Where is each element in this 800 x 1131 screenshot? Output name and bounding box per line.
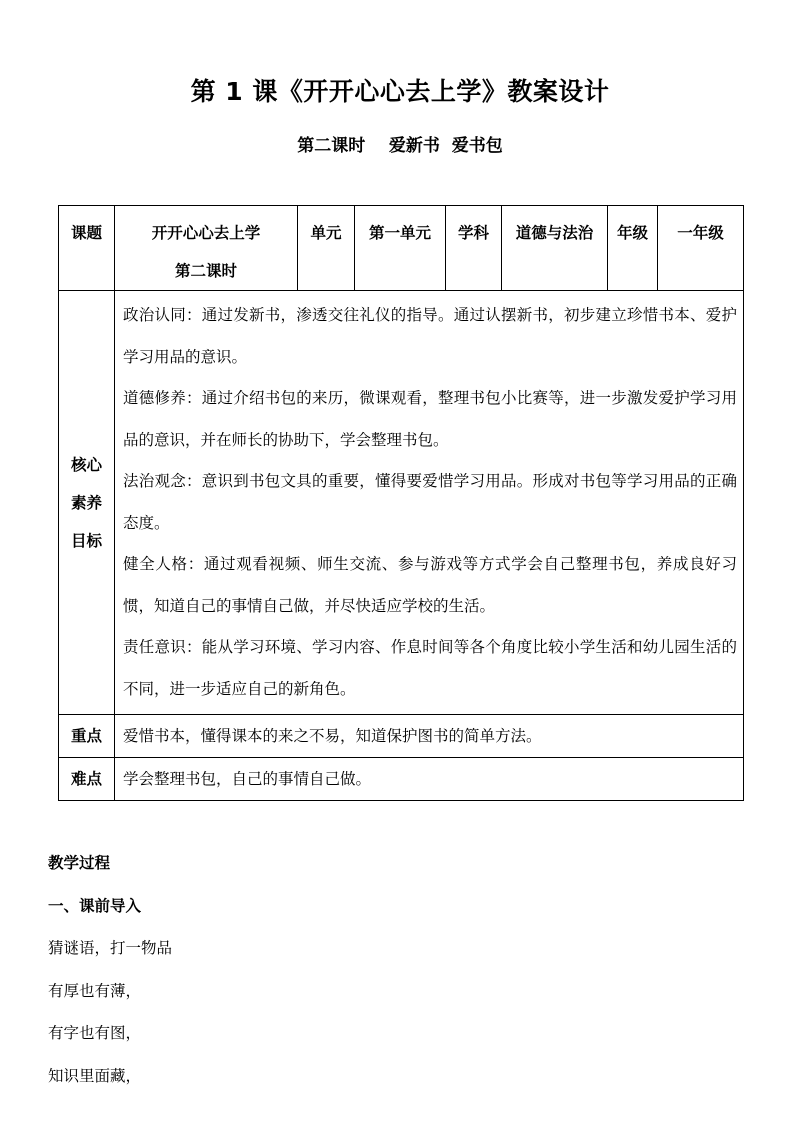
topic-label: 课题	[70, 224, 102, 242]
key-point-text: 爱惜书本，懂得课本的来之不易，知道保护图书的简单方法。	[123, 727, 542, 745]
unit-value: 第一单元	[368, 224, 431, 242]
topic-value-cell	[115, 206, 298, 291]
difficulty-label: 难点	[70, 770, 102, 788]
goals-row	[59, 291, 744, 715]
unit-value-cell	[355, 206, 446, 291]
unit-label: 单元	[310, 224, 342, 242]
topic-label-cell	[59, 206, 115, 291]
topic-value-line2: 第二课时	[174, 262, 237, 280]
process-line: 知识里面藏，	[48, 1066, 142, 1085]
unit-label-cell	[298, 206, 355, 291]
goals-label-line: 素养	[70, 493, 102, 512]
grade-label-cell	[608, 206, 658, 291]
goal-item-rule-of-law: 法治观念：意识到书包文具的重要，懂得要爱惜学习用品。形成对书包等学习用品的正确态度。	[123, 472, 737, 532]
difficulty-text: 学会整理书包，自己的事情自己做。	[123, 770, 372, 788]
subject-value: 道德与法治	[515, 224, 594, 242]
goal-item-political-identity: 政治认同：通过发新书，渗透交往礼仪的指导。通过认摆新书，初步建立珍惜书本、爱护学习用品的意识。	[123, 306, 737, 366]
key-point-label-cell	[59, 715, 115, 758]
grade-label: 年级	[616, 224, 648, 242]
document-title: 第 1 课《开开心心去上学》教案设计	[190, 77, 610, 106]
difficulty-row	[59, 758, 744, 801]
key-point-label: 重点	[70, 727, 102, 745]
grade-value-cell	[658, 206, 744, 291]
subject-label: 学科	[457, 224, 489, 242]
key-point-text-cell	[115, 715, 744, 758]
subject-value-cell	[502, 206, 608, 291]
topic-value-line1: 开开心心去上学	[151, 224, 261, 242]
difficulty-label-cell	[59, 758, 115, 801]
goal-item-responsibility: 责任意识：能从学习环境、学习内容、作息时间等各个角度比较小学生活和幼儿园生活的不同，进一步适应自己的新角色。	[123, 638, 737, 698]
grade-value: 一年级	[677, 224, 724, 242]
table-header-row	[59, 206, 744, 291]
goal-item-sound-personality: 健全人格：通过观看视频、师生交流、参与游戏等方式学会自己整理书包，养成良好习惯，知道自己的事情自己做，并尽快适应学校的生活。	[123, 555, 737, 615]
process-heading: 教学过程	[48, 854, 111, 872]
goals-label-cell	[59, 291, 115, 715]
document-subtitle: 第二课时 爱新书 爱书包	[297, 136, 503, 156]
goals-content-cell	[115, 291, 744, 715]
teaching-process-section	[48, 842, 172, 1097]
key-point-row	[59, 715, 744, 758]
goals-label-line: 目标	[70, 531, 102, 550]
process-line: 猜谜语，打一物品	[48, 939, 173, 957]
section-heading-pre-class-intro: 一、课前导入	[48, 896, 142, 915]
process-line: 有厚也有薄，	[48, 981, 142, 1000]
goal-item-moral-cultivation: 道德修养：通过介绍书包的来历，微课观看，整理书包小比赛等，进一步激发爱护学习用品的意识，并在师长的协助下，学会整理书包。	[123, 389, 737, 449]
subject-label-cell	[446, 206, 502, 291]
lesson-info-table	[58, 205, 744, 801]
process-line: 有字也有图，	[48, 1024, 142, 1042]
goals-label-line: 核心	[70, 455, 102, 474]
difficulty-text-cell	[115, 758, 744, 801]
